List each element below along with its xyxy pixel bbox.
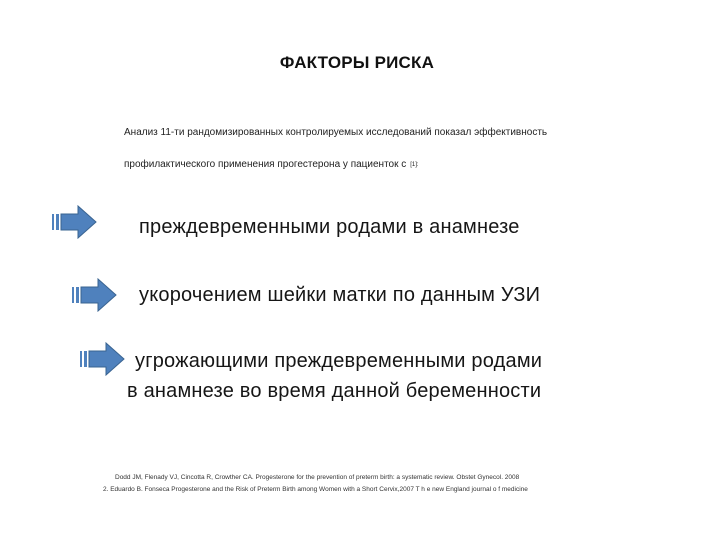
risk-factor-2: укорочением шейки матки по данным УЗИ	[139, 284, 541, 306]
block-arrow-right-icon	[72, 278, 118, 312]
risk-factor-3-line-1: угрожающими преждевременными родами	[135, 350, 543, 372]
intro-line-2	[124, 159, 419, 170]
intro-line-2-text: профилактического применения прогестерона у пациенток с	[124, 159, 407, 170]
intro-line-1: Анализ 11-ти рандомизированных контролируемых исследований показал эффективность	[124, 127, 548, 138]
block-arrow-right-icon	[52, 205, 98, 239]
risk-factor-1: преждевременными родами в анамнезе	[139, 216, 520, 238]
citation-marker: [1]:	[410, 162, 419, 168]
slide-title: ФАКТОРЫ РИСКА	[279, 53, 435, 72]
reference-1: Dodd JM, Flenady VJ, Cincotta R, Crowther CA. Progesterone for the prevention of preterm birth: a systematic review. Obstet Gynecol. 2008	[115, 474, 520, 481]
reference-2: 2. Eduardo B. Fonseca Progesterone and the Risk of Preterm Birth among Women with a Short Cervix,2007 T h e new England journal o f medicine	[103, 486, 528, 493]
block-arrow-right-icon	[80, 342, 126, 376]
risk-factor-3-line-2: в анамнезе во время данной беременности	[127, 380, 542, 402]
